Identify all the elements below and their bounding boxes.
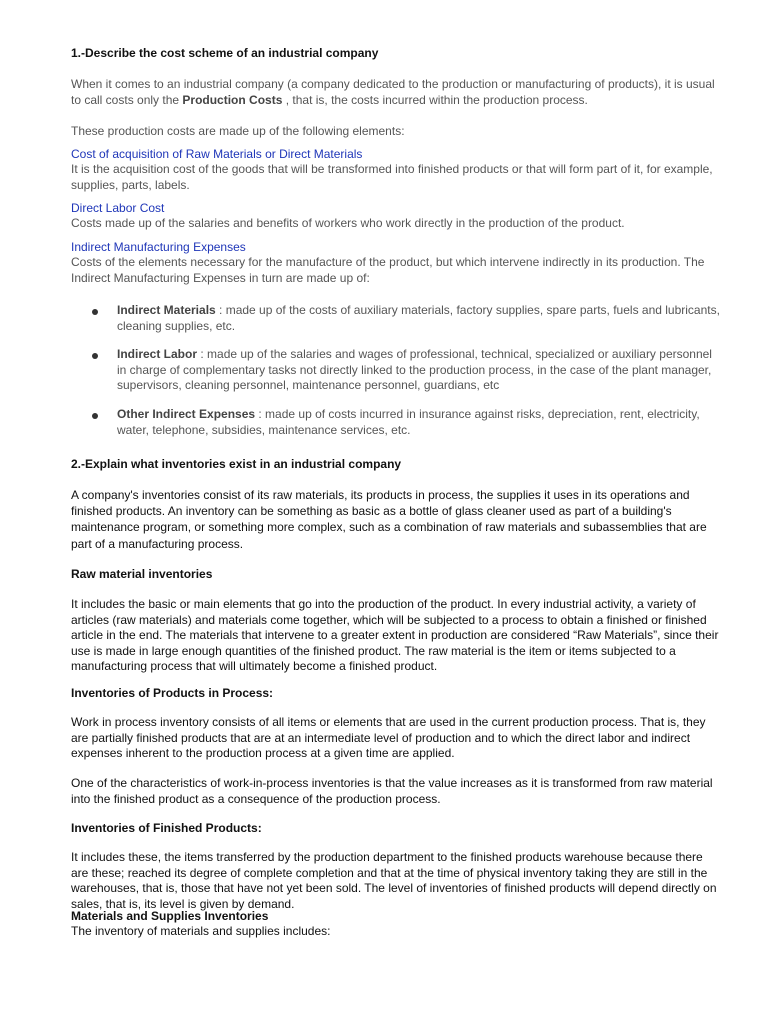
bullet-dot xyxy=(92,309,98,315)
wip-text-2: One of the characteristics of work-in-process inventories is that the value increases as it is transformed from raw material into the finished product as a consequence of the production process. xyxy=(71,776,713,806)
bullet-dot xyxy=(92,413,98,419)
indirect-expenses-title: Indirect Manufacturing Expenses xyxy=(71,240,246,254)
materials-text: The inventory of materials and supplies includes: xyxy=(71,924,331,938)
inventories-intro: A company's inventories consist of its raw materials, its products in process, the supplies it uses in its operations and finished products. An inventory can be something as basic as a bottle of glass cleaner used as part of a building's maintenance program, or something more complex, such as a combination of raw materials and subassemblies that are part of a manufacturing process. xyxy=(71,488,707,551)
wip-text-1: Work in process inventory consists of all items or elements that are used in the current production process. That is, they are partially finished products that are at an intermediate level of production and to which the direct labor and indirect expenses inherent to the production process at a given time are applied. xyxy=(71,715,706,760)
intro-text-pre: When it comes to an industrial company (a company dedicated to the production or manufacturing of products), it is usual to call costs only the xyxy=(71,77,715,107)
section-2-heading: 2.-Explain what inventories exist in an industrial company xyxy=(71,457,402,471)
section-1-heading: 1.-Describe the cost scheme of an industrial company xyxy=(71,46,379,60)
finished-text: It includes these, the items transferred by the production department to the finished products warehouse because there are these; reached its degree of complete completion and that at the time of physical inventory taking they are still in the warehouses, that is, those that have not yet been sold. The level of inventories of finished products will depend directly on sales, that is, its level is given by demand. xyxy=(71,850,717,911)
wip-heading: Inventories of Products in Process: xyxy=(71,686,274,700)
elements-intro: These production costs are made up of the following elements: xyxy=(71,124,405,138)
direct-labor-text: Costs made up of the salaries and benefits of workers who work directly in the production of the product. xyxy=(71,216,625,230)
list-item: Indirect Labor : made up of the salaries and wages of professional, technical, specialized or auxiliary personnel in charge of complementary tasks not directly linked to the production process, in the case of the plant manager, supervisors, cleaning personnel, maintenance personnel, guardians, etc xyxy=(117,347,712,392)
intro-text-post: , that is, the costs incurred within the production process. xyxy=(282,92,588,107)
raw-inventories-text: It includes the basic or main elements that go into the production of the product. In every industrial activity, a variety of articles (raw materials) and materials come together, which will be subjected to a process to obtain a finished or finished article in the end. The materials that intervene to a greater extent in production are considered “Raw Materials”, since their use is made in large enough quantities of the finished product. The raw material is the item or items subjected to a manufacturing process that will ultimately become a finished product. xyxy=(71,597,719,673)
finished-heading: Inventories of Finished Products: xyxy=(71,821,262,835)
materials-heading: Materials and Supplies Inventories xyxy=(71,909,269,923)
list-item: Indirect Materials : made up of the costs of auxiliary materials, factory supplies, spare parts, fuels and lubricants, cleaning supplies, etc. xyxy=(117,303,720,333)
production-costs-term: Production Costs xyxy=(182,92,283,107)
direct-labor-title: Direct Labor Cost xyxy=(71,201,165,215)
bullet-dot xyxy=(92,353,98,359)
raw-materials-text: It is the acquisition cost of the goods that will be transformed into finished products or that will form part of it, for example, supplies, parts, labels. xyxy=(71,162,713,192)
raw-inventories-heading: Raw material inventories xyxy=(71,567,213,581)
list-item: Other Indirect Expenses : made up of costs incurred in insurance against risks, depreciation, rent, electricity, water, telephone, subsidies, maintenance services, etc. xyxy=(117,407,700,437)
intro-paragraph xyxy=(71,77,721,108)
indirect-expenses-text: Costs of the elements necessary for the manufacture of the product, but which intervene indirectly in its production. The Indirect Manufacturing Expenses in turn are made up of: xyxy=(71,255,705,285)
raw-materials-title: Cost of acquisition of Raw Materials or Direct Materials xyxy=(71,147,363,161)
